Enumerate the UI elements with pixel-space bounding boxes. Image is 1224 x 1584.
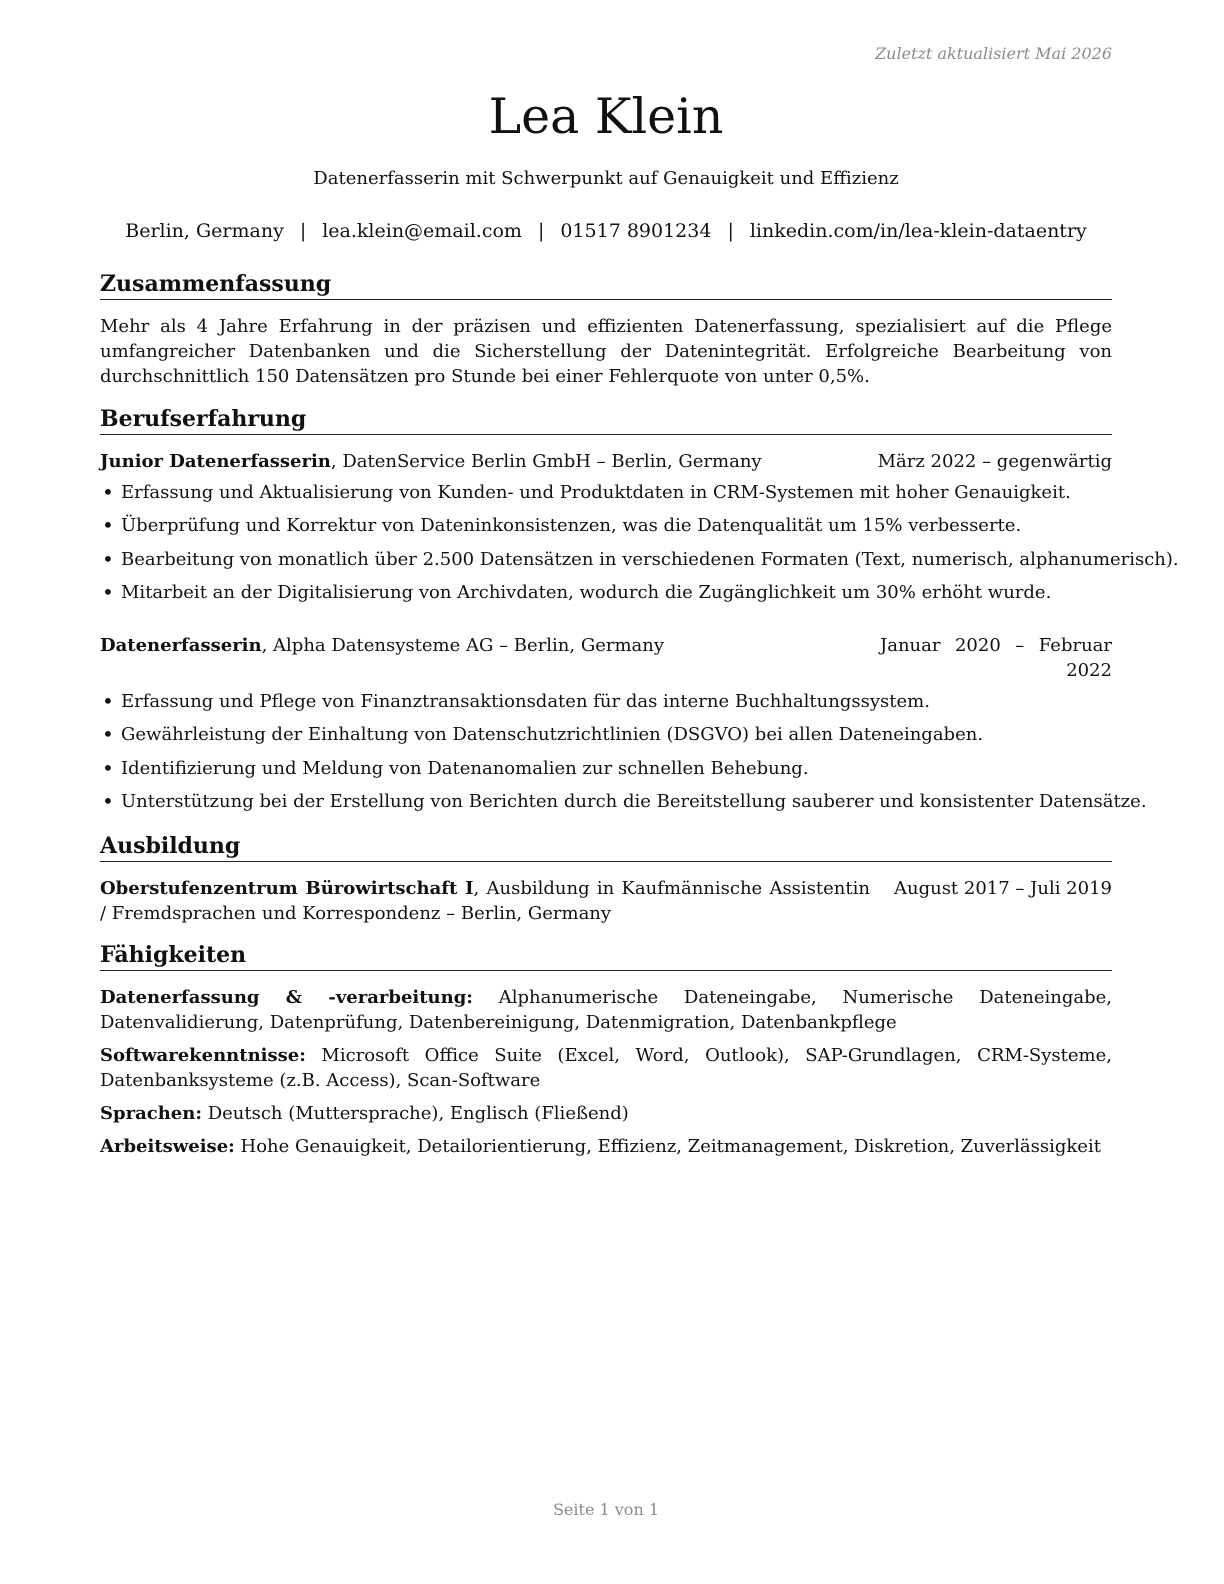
job-header	[100, 449, 1112, 474]
education-school: Oberstufenzentrum Bürowirtschaft I	[100, 878, 474, 899]
section-heading-skills: Fähigkeiten	[100, 941, 1112, 971]
contact-separator: |	[299, 220, 307, 242]
education-entry	[100, 876, 1112, 926]
skills-section	[100, 941, 1112, 1167]
job-dates: März 2022 – gegenwärtig	[877, 451, 1112, 472]
skill-line	[100, 1101, 1112, 1126]
job-bullets	[100, 480, 1179, 606]
section-heading-education: Ausbildung	[100, 832, 1112, 862]
job-company: , Alpha Datensysteme AG – Berlin, Germany	[261, 635, 665, 656]
contact-separator: |	[727, 220, 734, 242]
job-header	[100, 633, 1112, 683]
contact-line	[100, 218, 1112, 244]
skill-value: Alphanumerische Dateneingabe, Numerische Dateneingabe, Datenvalidierung, Datenprüfung, Datenbereinigung, Datenmigration, Datenbankpflege	[100, 987, 1113, 1033]
tagline: Datenerfasserin mit Schwerpunkt auf Genauigkeit und Effizienz	[313, 168, 899, 189]
job-entry	[100, 633, 1147, 814]
job-bullet: • Gewährleistung der Einhaltung von Datenschutzrichtlinien (DSGVO) bei allen Dateneingaben.	[100, 722, 1112, 747]
contact-separator: |	[537, 220, 545, 242]
job-dates: Januar 2020 – Februar 2022	[880, 635, 1112, 681]
job-bullet: • Mitarbeit an der Digitalisierung von Archivdaten, wodurch die Zugänglichkeit um 30% erhöht wurde.	[100, 580, 1112, 605]
skills-list	[100, 985, 1112, 1159]
resume-page	[100, 0, 1179, 1584]
job-company: , DatenService Berlin GmbH – Berlin, Germany	[330, 451, 762, 472]
education-dates: August 2017 – Juli 2019	[893, 878, 1112, 899]
page-number-footer: Seite 1 von 1	[552, 1500, 660, 1519]
skill-label: Softwarekenntnisse:	[100, 1045, 306, 1066]
contact-location: Berlin, Germany	[125, 220, 284, 242]
skill-line	[100, 1134, 1112, 1159]
skill-line	[100, 985, 1112, 1035]
experience-section	[100, 405, 1179, 814]
contact-linkedin[interactable]: linkedin.com/in/lea-klein-dataentry	[749, 220, 1087, 242]
job-bullet: • Überprüfung und Korrektur von Dateninkonsistenzen, was die Datenqualität um 15% verbesserte.	[100, 513, 1112, 538]
last-updated-note: Zuletzt aktualisiert Mai 2026	[875, 44, 1112, 63]
job-bullets	[100, 689, 1147, 815]
candidate-name: Lea Klein	[488, 88, 724, 145]
job-bullet: • Identifizierung und Meldung von Datenanomalien zur schnellen Behebung.	[100, 756, 1112, 781]
education-detail: , Ausbildung in Kaufmännische Assistentin / Fremdsprachen und Korrespondenz – Berlin, Germany	[100, 878, 870, 924]
job-entry	[100, 449, 1179, 605]
job-bullet: • Bearbeitung von monatlich über 2.500 Datensätzen in verschiedenen Formaten (Text, numerisch, alphanumerisch).	[100, 547, 1112, 572]
skill-label: Arbeitsweise:	[100, 1136, 235, 1157]
skill-value: Deutsch (Muttersprache), Englisch (Fließend)	[201, 1103, 629, 1124]
skill-value: Microsoft Office Suite (Excel, Word, Outlook), SAP-Grundlagen, CRM-Systeme, Datenbanksysteme (z.B. Access), Scan-Software	[100, 1045, 1112, 1091]
skill-line	[100, 1043, 1112, 1093]
skill-label: Datenerfassung & -verarbeitung:	[100, 987, 473, 1008]
contact-phone: 01517 8901234	[560, 220, 712, 242]
summary-section	[100, 270, 1112, 389]
job-bullet: • Erfassung und Aktualisierung von Kunden- und Produktdaten in CRM-Systemen mit hoher Genauigkeit.	[100, 480, 1112, 505]
job-role: Junior Datenerfasserin	[100, 451, 331, 472]
skill-label: Sprachen:	[100, 1103, 202, 1124]
section-heading-summary: Zusammenfassung	[100, 270, 1112, 300]
summary-text: Mehr als 4 Jahre Erfahrung in der präzisen und effizienten Datenerfassung, spezialisiert auf die Pflege umfangreicher Datenbanken und die Sicherstellung der Datenintegrität. Erfolgreiche Bearbeitung von durchschnittlich 150 Datensätzen pro Stunde bei einer Fehlerquote von unter 0,5%.	[100, 316, 1112, 387]
job-role: Datenerfasserin	[100, 635, 262, 656]
job-bullet: • Erfassung und Pflege von Finanztransaktionsdaten für das interne Buchhaltungssystem.	[100, 689, 1112, 714]
education-section	[100, 832, 1112, 926]
contact-email[interactable]: lea.klein@email.com	[322, 220, 522, 242]
job-bullet: • Unterstützung bei der Erstellung von Berichten durch die Bereitstellung sauberer und konsistenter Datensätze.	[100, 789, 1112, 814]
skill-value: Hohe Genauigkeit, Detailorientierung, Effizienz, Zeitmanagement, Diskretion, Zuverlässigkeit	[234, 1136, 1101, 1157]
section-heading-experience: Berufserfahrung	[100, 405, 1112, 435]
